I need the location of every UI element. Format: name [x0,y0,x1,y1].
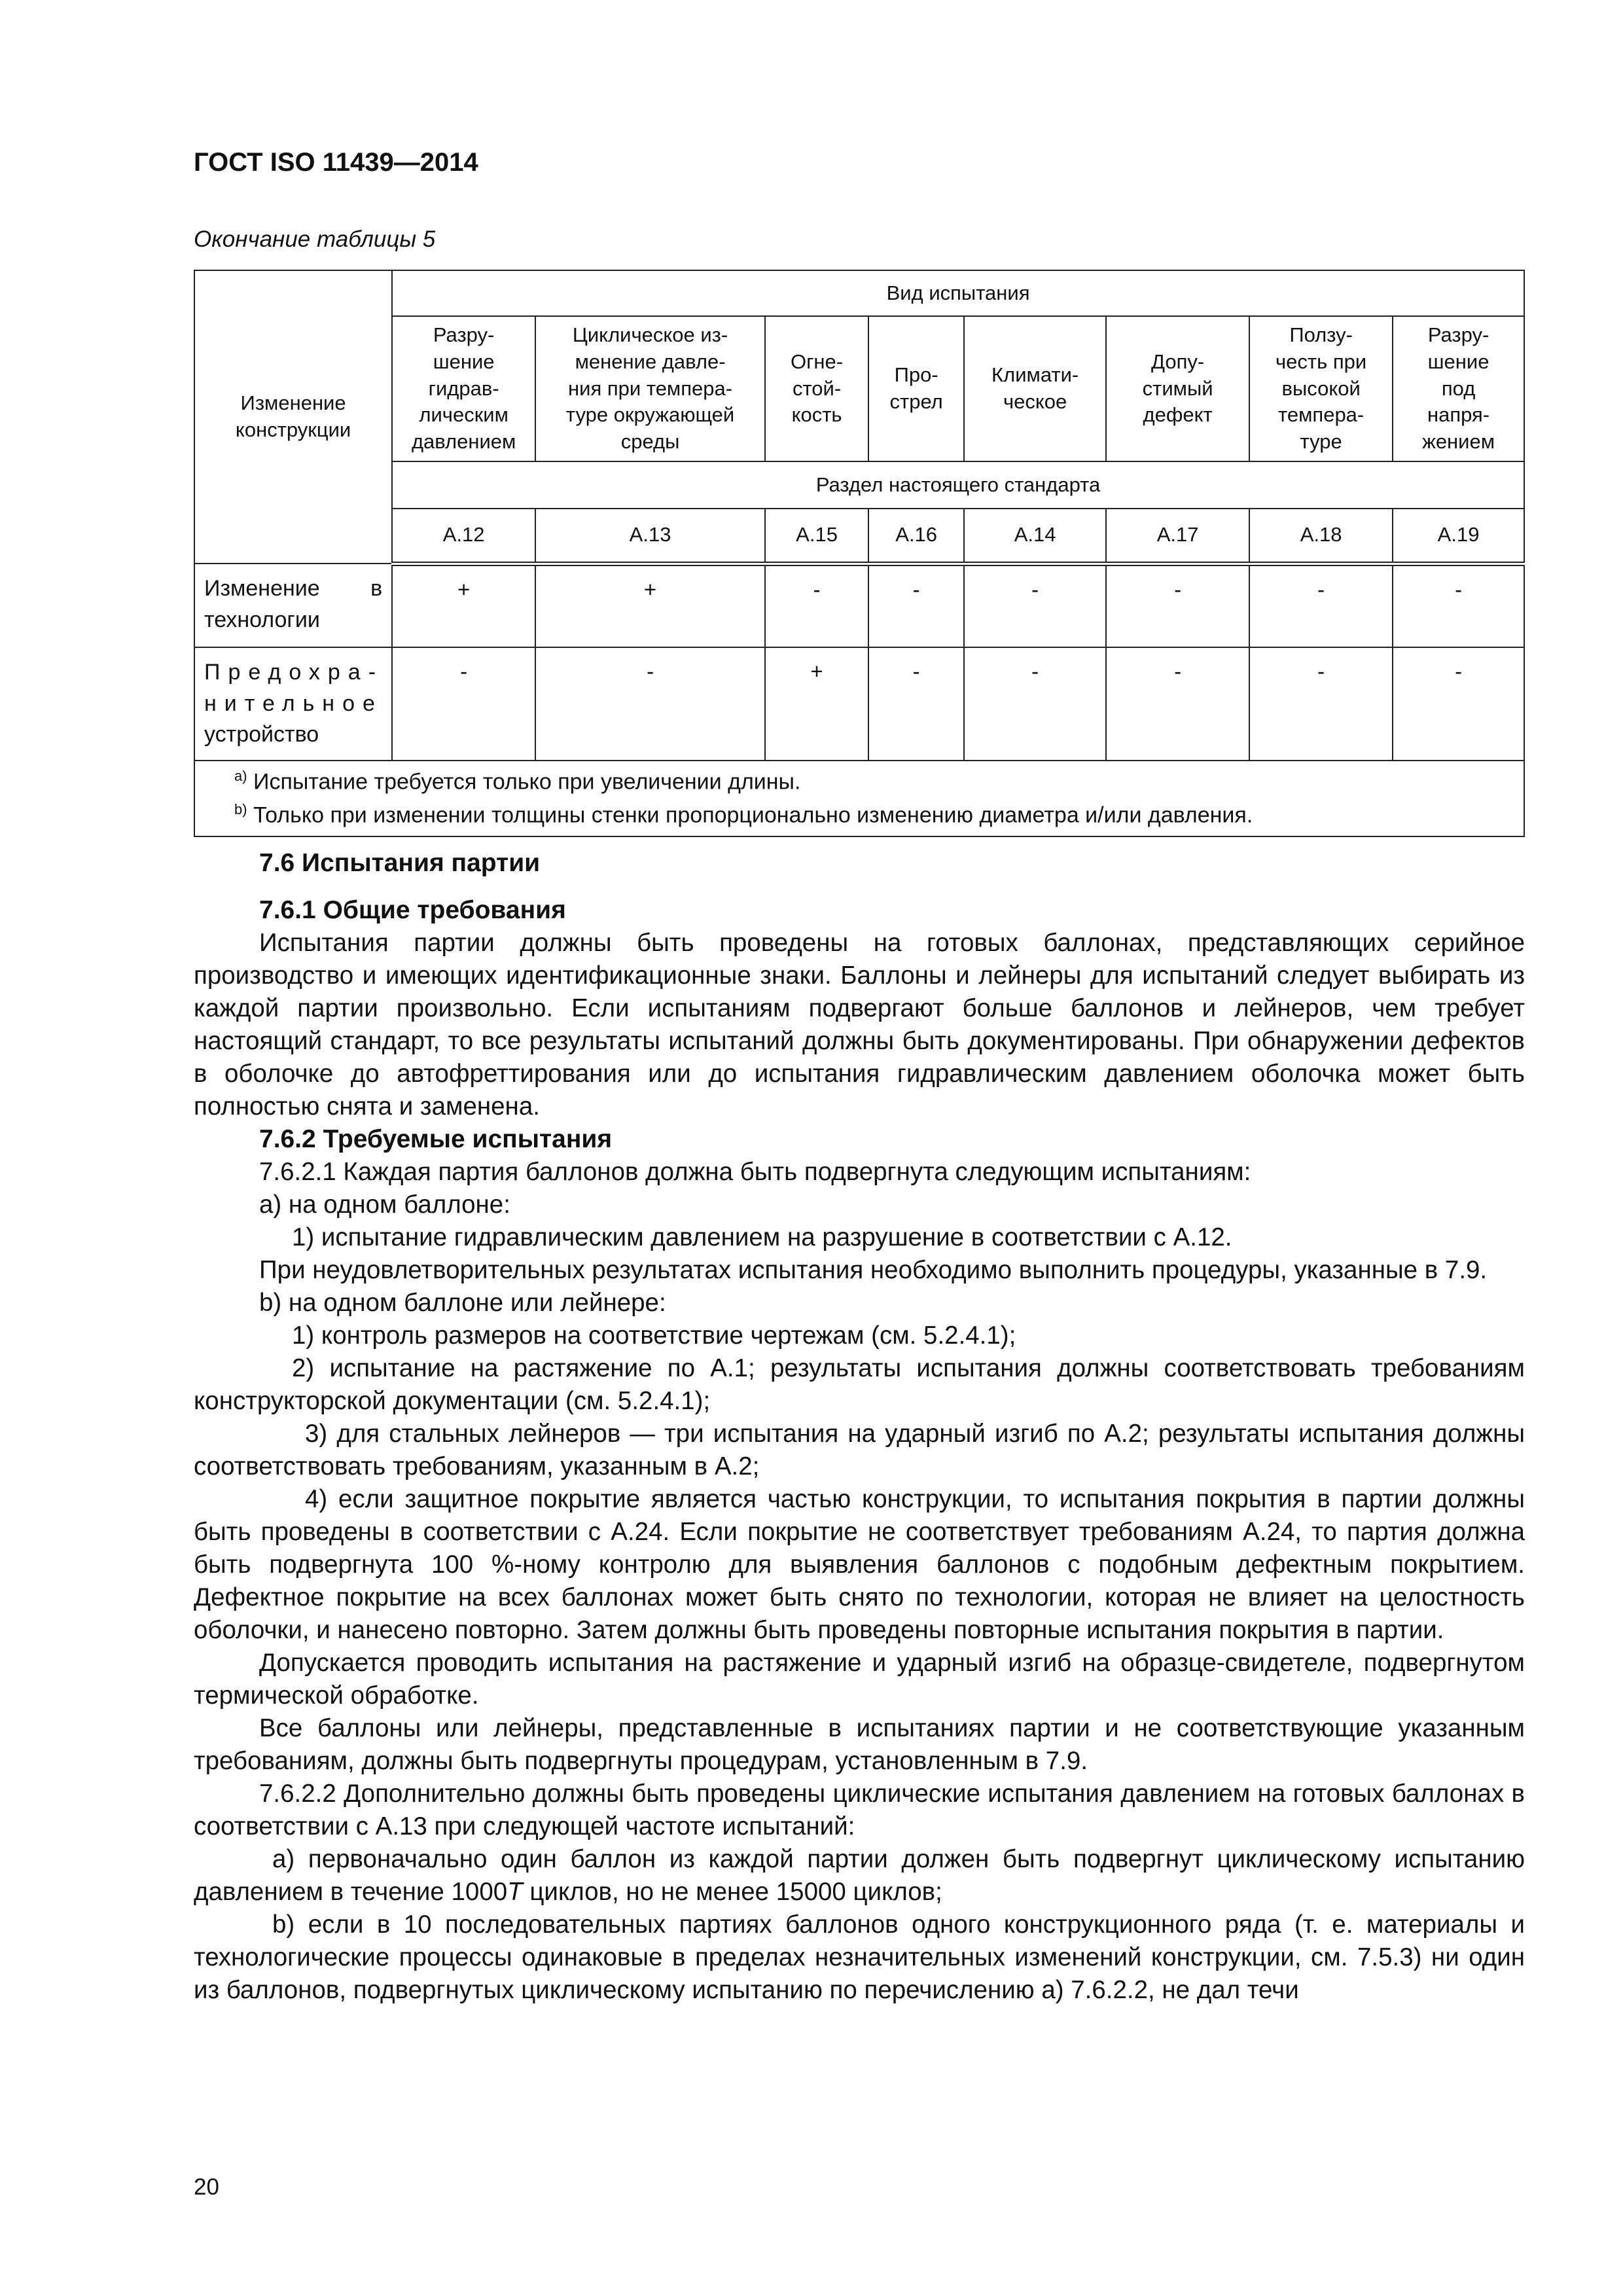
test-type-cell [765,316,868,461]
mark-cell: - [1393,647,1524,761]
text-run: циклов, но не менее 15000 циклов; [522,1878,942,1906]
test-type-label: Допу- стимый дефект [1142,350,1213,427]
document-header: ГОСТ ISO 11439—2014 [194,148,478,177]
section-header: Раздел настоящего стандарта [392,461,1524,509]
section-heading-7-6: 7.6 Испытания партии [259,849,541,877]
paragraph: При неудовлетворительных результатах испытания необходимо выполнить процедуры, указанные в 7.9. [259,1256,1488,1284]
row-label-part: устройство [204,722,319,747]
section-ref: A.15 [765,509,868,564]
mark-cell: - [1249,647,1393,761]
test-type-cell [1249,316,1393,461]
section-heading-7-6-1: 7.6.1 Общие требования [259,896,566,924]
test-type-label: Климати- ческое [991,363,1079,413]
table-footnotes [194,761,1524,837]
row-label-part: технологии [204,607,320,632]
test-type-label: Разру- шение под напря- жением [1422,323,1495,454]
footnote-text: Только при изменении толщины стенки пропорционально изменению диаметра и/или давления. [247,802,1253,828]
test-type-label: Циклическое из- менение давле- ния при темпера- туре окружающей среды [565,323,735,454]
test-type-cell [535,316,765,461]
table-caption: Окончание таблицы 5 [194,226,436,252]
body-text [194,844,1525,2007]
paragraph: 7.6.2.1 Каждая партия баллонов должна быть подвергнута следующим испытаниям: [259,1158,1251,1186]
test-type-cell [1106,316,1249,461]
mark-cell: + [535,564,765,647]
text-run: a) первоначально один баллон из каждой партии должен быть подвергнут циклическому испытанию давлением в течение 1000 [194,1845,1525,1906]
list-item: 4) если защитное покрытие является частью конструкции, то испытания покрытия в партии должны быть проведены в соответствии с A.24. Если покрытие не соответствует требованиям A.24, то партия должна быть подвергнута 100 %-ному контролю для выявления баллонов с подобным дефектным покрытием. Дефектное покрытие на всех баллонах может быть снято по технологии, которая не влияет на целостность оболочки, и нанесено повторно. Затем должны быть проведены повторные испытания покрытия в партии. [194,1485,1525,1644]
page-number: 20 [194,2174,219,2200]
section-ref: A.19 [1393,509,1524,564]
footnote-mark: b) [234,801,247,818]
list-item [194,1843,1525,1909]
list-item: 3) для стальных лейнеров — три испытания на ударный изгиб по A.2; результаты испытания должны соответствовать требованиям, указанным в A.2; [194,1420,1525,1480]
footnote-mark: a) [234,767,247,784]
list-item: b) на одном баллоне или лейнере: [259,1289,666,1317]
mark-cell: - [765,564,868,647]
test-type-label: Ползу- честь при высокой темпера- туре [1275,323,1367,454]
section-ref: A.13 [535,509,765,564]
section-ref: A.12 [392,509,535,564]
test-type-label: Разру- шение гидрав- лическим давлением [411,323,516,454]
section-ref: A.16 [868,509,964,564]
footnote [234,798,1484,832]
paragraph: Допускается проводить испытания на растяжение и ударный изгиб на образце-свидетеле, подвергнутом термической обработке. [194,1649,1525,1710]
row-label-part: Изменение [204,576,320,601]
mark-cell: + [392,564,535,647]
list-item: 1) контроль размеров на соответствие чертежам (см. 5.2.4.1); [292,1321,1016,1350]
test-type-label: Огне- стой- кость [791,350,844,427]
mark-cell: - [868,647,964,761]
row-label-part: нительное [204,691,383,716]
test-type-cell [868,316,964,461]
sections-row [194,509,1524,564]
section-ref: A.17 [1106,509,1249,564]
row-header-cell [194,270,392,564]
row-label [194,647,392,761]
list-item: 2) испытание на растяжение по A.1; результаты испытания должны соответствовать требованиям конструкторской документации (см. 5.2.4.1); [194,1354,1525,1415]
row-label-part: в [370,576,383,601]
section-heading-7-6-2: 7.6.2 Требуемые испытания [259,1125,613,1153]
section-ref: A.14 [964,509,1106,564]
paragraph: Испытания партии должны быть проведены на готовых баллонах, представляющих серийное производство и имеющих идентификационные знаки. Баллоны и лейнеры для испытаний следует выбирать из каждой партии произвольно. Если испытаниям подвергают больше баллонов и лейнеров, чем требует настоящий стандарт, то все результаты испытаний должны быть документированы. При обнаружении дефектов в оболочке до автофреттирования или до испытания гидравлическим давлением оболочка может быть полностью снята и заменена. [194,929,1525,1121]
mark-cell: - [868,564,964,647]
section-ref: A.18 [1249,509,1393,564]
list-item: b) если в 10 последовательных партиях баллонов одного конструкционного ряда (т. е. материалы и технологические процессы одинаковые в пределах незначительных изменений конструкции, см. 7.5.3) ни один из баллонов, подвергнутых циклическому испытанию по перечислению a) 7.6.2.2, не дал течи [194,1910,1525,2004]
test-type-cell [1393,316,1524,461]
row-label [194,564,392,647]
table-row [194,647,1524,761]
mark-cell: - [535,647,765,761]
test-type-cell [964,316,1106,461]
mark-cell: - [392,647,535,761]
mark-cell: - [1106,647,1249,761]
mark-cell: - [1106,564,1249,647]
paragraph: 7.6.2.2 Дополнительно должны быть проведены циклические испытания давлением на готовых баллонах в соответствии с A.13 при следующей частоте испытаний: [194,1780,1525,1840]
mark-cell: - [1249,564,1393,647]
footnote [234,765,1484,798]
table-5 [194,270,1525,837]
mark-cell: + [765,647,868,761]
list-item: 1) испытание гидравлическим давлением на разрушение в соответствии с A.12. [292,1223,1232,1251]
mark-cell: - [1393,564,1524,647]
paragraph: Все баллоны или лейнеры, представленные в испытаниях партии и не соответствующие указанным требованиям, должны быть подвергнуты процедурам, установленным в 7.9. [194,1714,1525,1775]
test-types-row [194,316,1524,461]
test-type-label: Про- стрел [889,363,943,413]
group-header: Вид испытания [392,270,1524,316]
list-item: a) на одном баллоне: [259,1191,510,1219]
test-type-cell [392,316,535,461]
mark-cell: - [964,564,1106,647]
variable-T: T [507,1878,523,1906]
table-row [194,564,1524,647]
footnote-text: Испытание требуется только при увеличении длины. [247,769,801,795]
row-header: Изменение конструкции [235,391,351,441]
mark-cell: - [964,647,1106,761]
row-label-part: Предохра- [204,660,384,685]
